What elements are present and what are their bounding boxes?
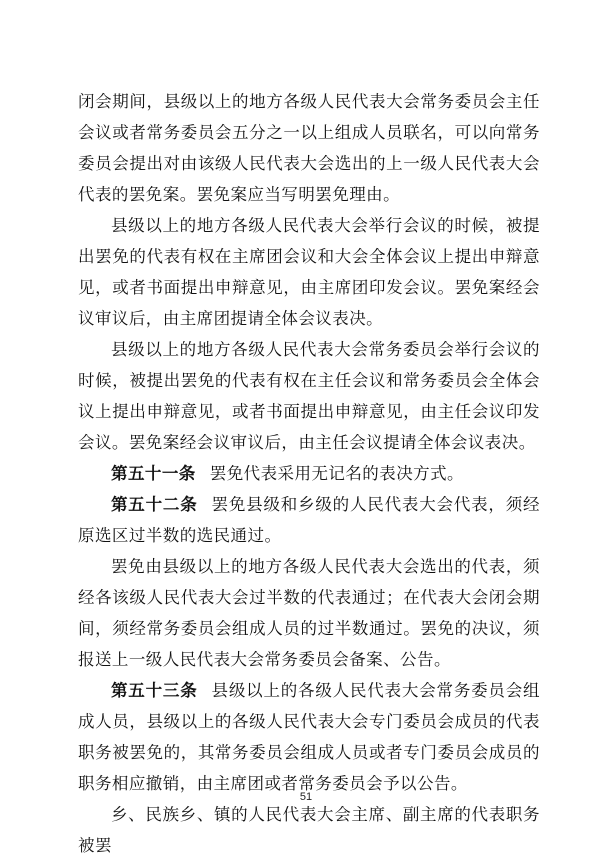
paragraph-text: 县级以上的地方各级人民代表大会常务委员会举行会议的时候，被提出罢免的代表有权在主任会议和常务委员会全体会议上提出申辩意见，或者书面提出申辩意见，由主任会议印发会议。罢免案经会议审议后，由主任会议提请全体会议表决。 <box>78 340 540 452</box>
article-53 <box>78 675 540 799</box>
paragraph-continued <box>78 86 540 210</box>
paragraph-township-chairman <box>78 799 540 861</box>
page-number: 51 <box>299 791 313 803</box>
paragraph-text: 县级以上的各级人民代表大会常务委员会组成人员，县级以上的各级人民代表大会专门委员会成员的代表职务被罢免的，其常务委员会组成人员或者专门委员会成员的职务相应撤销，由主席团或者常务委员会予以公告。 <box>78 681 540 793</box>
paragraph-text: 罢免由县级以上的地方各级人民代表大会选出的代表，须经各该级人民代表大会过半数的代表通过；在代表大会闭会期间，须经常务委员会组成人员的过半数通过。罢免的决议，须报送上一级人民代表大会常务委员会备案、公告。 <box>78 557 540 669</box>
article-heading: 第五十一条 <box>111 464 196 483</box>
paragraph-text: 乡、民族乡、镇的人民代表大会主席、副主席的代表职务被罢 <box>78 805 540 855</box>
paragraph-defense-at-congress <box>78 210 540 334</box>
paragraph-defense-at-standing-committee <box>78 334 540 458</box>
paragraph-text: 县级以上的地方各级人民代表大会举行会议的时候，被提出罢免的代表有权在主席团会议和大会全体会议上提出申辩意见，或者书面提出申辩意见，由主席团印发会议。罢免案经会议审议后，由主席团提请全体会议表决。 <box>78 216 540 328</box>
article-52 <box>78 489 540 551</box>
page-body <box>78 86 540 861</box>
article-51 <box>78 458 540 489</box>
paragraph-recall-by-congress <box>78 551 540 675</box>
paragraph-text: 罢免县级和乡级的人民代表大会代表，须经原选区过半数的选民通过。 <box>78 495 540 545</box>
paragraph-text: 闭会期间，县级以上的地方各级人民代表大会常务委员会主任会议或者常务委员会五分之一以上组成人员联名，可以向常务委员会提出对由该级人民代表大会选出的上一级人民代表大会代表的罢免案。罢免案应当写明罢免理由。 <box>78 92 540 204</box>
article-heading: 第五十三条 <box>111 681 198 700</box>
paragraph-text: 罢免代表采用无记名的表决方式。 <box>209 464 464 483</box>
article-heading: 第五十二条 <box>111 495 198 514</box>
